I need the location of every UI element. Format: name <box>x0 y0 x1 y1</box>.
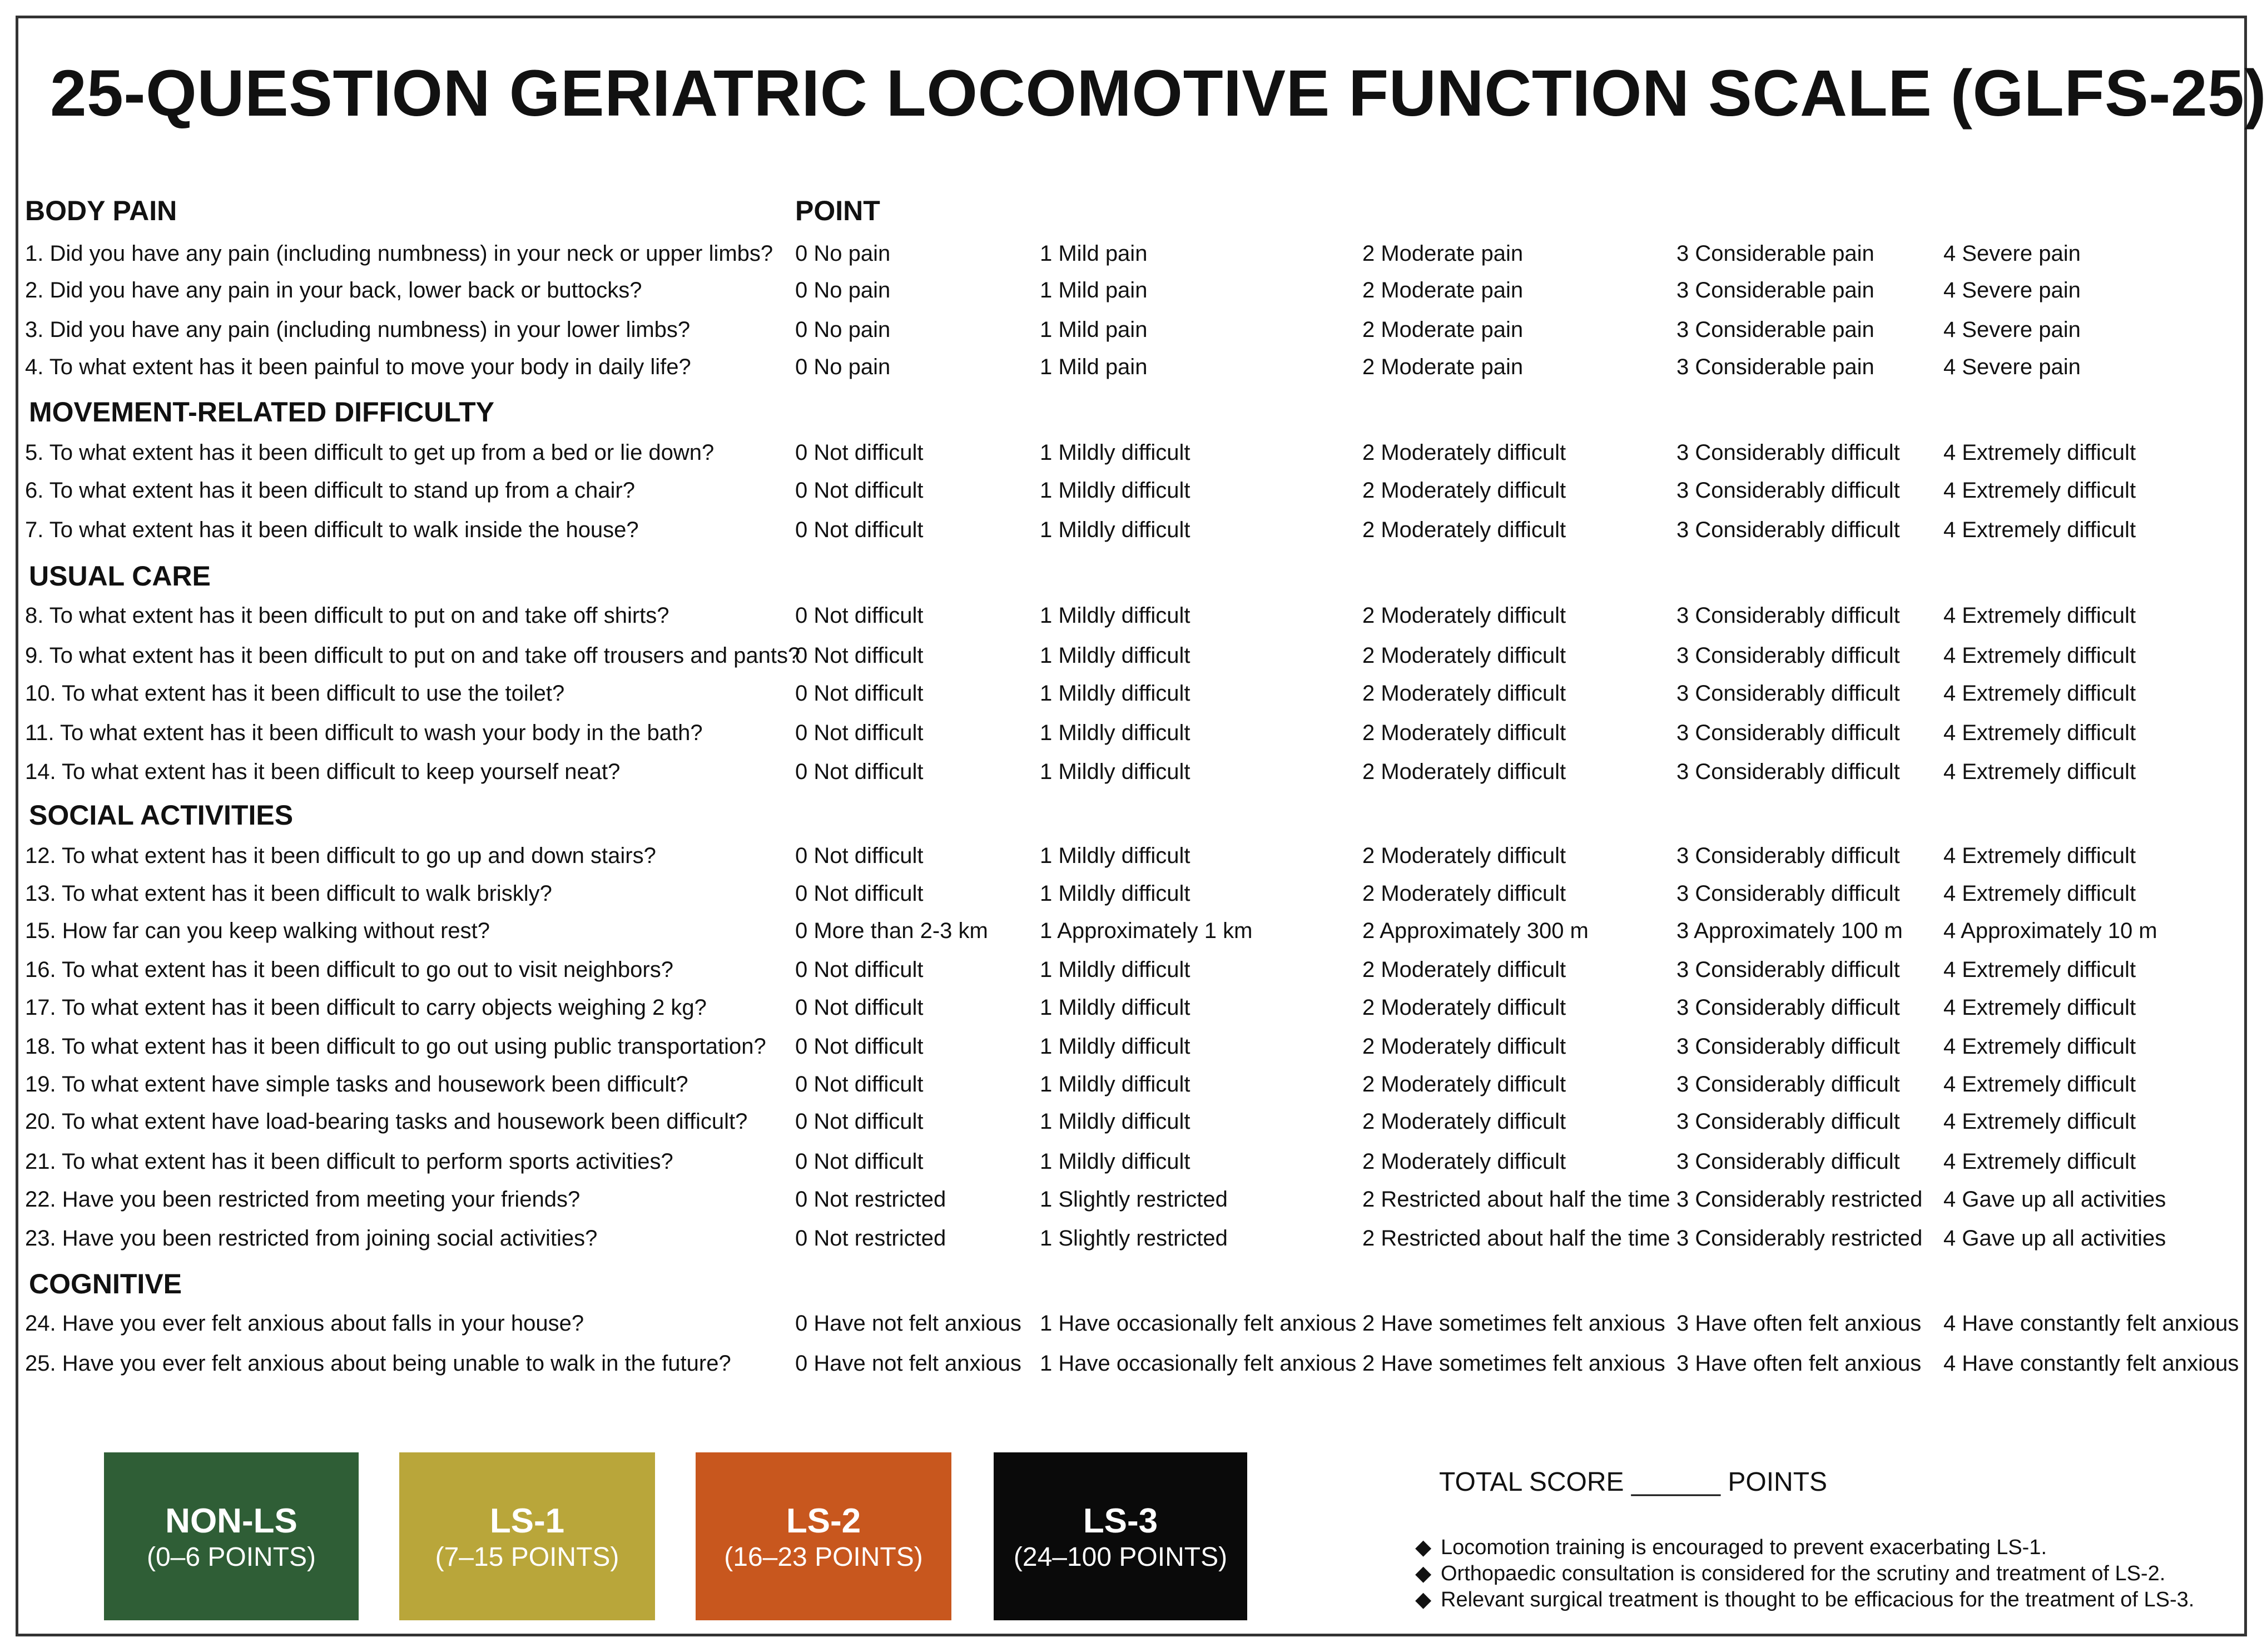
question-row <box>25 478 2244 517</box>
option-4-points: 4 Extremely difficult <box>1943 440 2136 465</box>
page-title: 25-QUESTION GERIATRIC LOCOMOTIVE FUNCTION SCALE (GLFS-25) <box>50 57 2266 130</box>
question-text: 16. To what extent has it been difficult to go out to visit neighbors? <box>25 958 673 982</box>
option-2-points: 2 Moderately difficult <box>1362 1072 1566 1097</box>
option-0-points: 0 More than 2-3 km <box>795 919 988 943</box>
option-0-points: 0 Not restricted <box>795 1187 946 1212</box>
question-row <box>25 919 2244 958</box>
option-0-points: 0 Not difficult <box>795 844 924 868</box>
option-2-points: 2 Moderately difficult <box>1362 1149 1566 1174</box>
option-2-points: 2 Moderately difficult <box>1362 603 1566 628</box>
question-row <box>25 1311 2244 1350</box>
category-title: LS-3 <box>1083 1502 1158 1540</box>
option-3-points: 3 Considerably difficult <box>1676 1034 1900 1059</box>
option-3-points: 3 Considerably difficult <box>1676 518 1900 542</box>
option-3-points: 3 Considerable pain <box>1676 317 1874 342</box>
question-text: 20. To what extent have load-bearing tasks and housework been difficult? <box>25 1109 748 1134</box>
question-row <box>25 721 2244 760</box>
option-0-points: 0 Not difficult <box>795 721 924 745</box>
note-item <box>1415 1587 2194 1612</box>
option-3-points: 3 Considerably difficult <box>1676 603 1900 628</box>
question-row <box>25 518 2244 557</box>
question-text: 7. To what extent has it been difficult to walk inside the house? <box>25 518 639 542</box>
option-1-points: 1 Mildly difficult <box>1040 1034 1190 1059</box>
option-1-points: 1 Mildly difficult <box>1040 1149 1190 1174</box>
section-body-pain: BODY PAIN <box>25 195 177 226</box>
option-4-points: 4 Severe pain <box>1943 355 2081 379</box>
option-3-points: 3 Considerable pain <box>1676 278 1874 302</box>
option-4-points: 4 Extremely difficult <box>1943 760 2136 784</box>
option-2-points: 2 Moderately difficult <box>1362 844 1566 868</box>
option-1-points: 1 Mildly difficult <box>1040 844 1190 868</box>
option-3-points: 3 Considerable pain <box>1676 355 1874 379</box>
option-3-points: 3 Considerably difficult <box>1676 1109 1900 1134</box>
option-0-points: 0 Not restricted <box>795 1226 946 1251</box>
option-4-points: 4 Extremely difficult <box>1943 1072 2136 1097</box>
option-2-points: 2 Moderately difficult <box>1362 1034 1566 1059</box>
option-1-points: 1 Mildly difficult <box>1040 440 1190 465</box>
option-1-points: 1 Mildly difficult <box>1040 603 1190 628</box>
option-0-points: 0 Not difficult <box>795 478 924 503</box>
option-2-points: 2 Have sometimes felt anxious <box>1362 1351 1665 1376</box>
question-row <box>25 440 2244 479</box>
diamond-bullet-icon: ◆ <box>1415 1536 1432 1559</box>
option-3-points: 3 Considerably difficult <box>1676 760 1900 784</box>
option-2-points: 2 Restricted about half the time <box>1362 1187 1670 1212</box>
option-2-points: 2 Moderately difficult <box>1362 881 1566 906</box>
option-3-points: 3 Considerably difficult <box>1676 721 1900 745</box>
question-row <box>25 317 2244 356</box>
option-0-points: 0 Not difficult <box>795 881 924 906</box>
option-0-points: 0 Have not felt anxious <box>795 1351 1021 1376</box>
option-4-points: 4 Extremely difficult <box>1943 478 2136 503</box>
point-header: POINT <box>795 195 880 226</box>
option-4-points: 4 Gave up all activities <box>1943 1187 2166 1212</box>
option-3-points: 3 Considerably restricted <box>1676 1187 1923 1212</box>
option-4-points: 4 Extremely difficult <box>1943 603 2136 628</box>
option-2-points: 2 Moderately difficult <box>1362 760 1566 784</box>
option-3-points: 3 Considerably restricted <box>1676 1226 1923 1251</box>
option-2-points: 2 Moderate pain <box>1362 241 1524 266</box>
category-range: (7–15 POINTS) <box>435 1542 619 1572</box>
question-row <box>25 681 2244 720</box>
option-3-points: 3 Considerably difficult <box>1676 881 1900 906</box>
category-range: (16–23 POINTS) <box>724 1542 923 1572</box>
option-1-points: 1 Slightly restricted <box>1040 1226 1228 1251</box>
category-ls-1 <box>399 1452 655 1620</box>
option-4-points: 4 Extremely difficult <box>1943 1034 2136 1059</box>
question-text: 23. Have you been restricted from joining social activities? <box>25 1226 598 1251</box>
option-4-points: 4 Have constantly felt anxious <box>1943 1351 2239 1376</box>
question-row <box>25 1187 2244 1226</box>
question-row <box>25 844 2244 882</box>
note-text: Locomotion training is encouraged to prevent exacerbating LS-1. <box>1441 1536 2047 1559</box>
option-1-points: 1 Mildly difficult <box>1040 681 1190 706</box>
option-3-points: 3 Approximately 100 m <box>1676 919 1903 943</box>
question-text: 11. To what extent has it been difficult to wash your body in the bath? <box>25 721 703 745</box>
question-text: 19. To what extent have simple tasks and housework been difficult? <box>25 1072 688 1097</box>
option-2-points: 2 Moderately difficult <box>1362 995 1566 1020</box>
option-3-points: 3 Considerably difficult <box>1676 995 1900 1020</box>
option-1-points: 1 Mildly difficult <box>1040 958 1190 982</box>
question-text: 10. To what extent has it been difficult to use the toilet? <box>25 681 565 706</box>
option-0-points: 0 Not difficult <box>795 681 924 706</box>
question-text: 22. Have you been restricted from meeting your friends? <box>25 1187 581 1212</box>
option-4-points: 4 Severe pain <box>1943 241 2081 266</box>
option-3-points: 3 Considerably difficult <box>1676 643 1900 668</box>
question-text: 18. To what extent has it been difficult to go out using public transportation? <box>25 1034 766 1059</box>
option-3-points: 3 Have often felt anxious <box>1676 1351 1922 1376</box>
option-2-points: 2 Moderately difficult <box>1362 518 1566 542</box>
question-text: 21. To what extent has it been difficult to perform sports activities? <box>25 1149 673 1174</box>
option-1-points: 1 Mild pain <box>1040 241 1148 266</box>
option-3-points: 3 Considerably difficult <box>1676 1149 1900 1174</box>
section-usual-care: USUAL CARE <box>29 560 211 592</box>
question-text: 14. To what extent has it been difficult to keep yourself neat? <box>25 760 621 784</box>
option-1-points: 1 Have occasionally felt anxious <box>1040 1311 1357 1336</box>
question-text: 8. To what extent has it been difficult to put on and take off shirts? <box>25 603 669 628</box>
category-title: LS-2 <box>786 1502 861 1540</box>
option-1-points: 1 Mildly difficult <box>1040 721 1190 745</box>
option-2-points: 2 Moderate pain <box>1362 278 1524 302</box>
question-row <box>25 1149 2244 1188</box>
question-row <box>25 278 2244 317</box>
option-3-points: 3 Considerably difficult <box>1676 844 1900 868</box>
option-4-points: 4 Extremely difficult <box>1943 643 2136 668</box>
option-1-points: 1 Mild pain <box>1040 355 1148 379</box>
option-3-points: 3 Considerably difficult <box>1676 958 1900 982</box>
option-1-points: 1 Approximately 1 km <box>1040 919 1253 943</box>
option-1-points: 1 Mildly difficult <box>1040 1109 1190 1134</box>
option-2-points: 2 Have sometimes felt anxious <box>1362 1311 1665 1336</box>
question-row <box>25 881 2244 920</box>
option-4-points: 4 Extremely difficult <box>1943 881 2136 906</box>
option-4-points: 4 Extremely difficult <box>1943 844 2136 868</box>
option-4-points: 4 Approximately 10 m <box>1943 919 2157 943</box>
option-4-points: 4 Extremely difficult <box>1943 995 2136 1020</box>
question-row <box>25 1072 2244 1111</box>
question-row <box>25 1226 2244 1265</box>
option-0-points: 0 Not difficult <box>795 643 924 668</box>
option-2-points: 2 Moderately difficult <box>1362 478 1566 503</box>
question-text: 24. Have you ever felt anxious about falls in your house? <box>25 1311 584 1336</box>
question-row <box>25 995 2244 1034</box>
option-2-points: 2 Moderately difficult <box>1362 643 1566 668</box>
option-0-points: 0 Not difficult <box>795 518 924 542</box>
category-ls-2 <box>696 1452 951 1620</box>
option-4-points: 4 Severe pain <box>1943 317 2081 342</box>
option-2-points: 2 Restricted about half the time <box>1362 1226 1670 1251</box>
option-0-points: 0 Not difficult <box>795 760 924 784</box>
section-cognitive: COGNITIVE <box>29 1268 182 1299</box>
option-0-points: 0 No pain <box>795 241 891 266</box>
question-row <box>25 1109 2244 1148</box>
section-social: SOCIAL ACTIVITIES <box>29 800 294 831</box>
option-2-points: 2 Moderately difficult <box>1362 681 1566 706</box>
option-4-points: 4 Extremely difficult <box>1943 958 2136 982</box>
question-text: 6. To what extent has it been difficult to stand up from a chair? <box>25 478 635 503</box>
note-item <box>1415 1535 2047 1560</box>
question-text: 5. To what extent has it been difficult to get up from a bed or lie down? <box>25 440 715 465</box>
option-0-points: 0 Not difficult <box>795 1034 924 1059</box>
option-4-points: 4 Extremely difficult <box>1943 1109 2136 1134</box>
option-0-points: 0 Have not felt anxious <box>795 1311 1021 1336</box>
section-movement: MOVEMENT-RELATED DIFFICULTY <box>29 396 494 428</box>
option-2-points: 2 Moderate pain <box>1362 355 1524 379</box>
option-1-points: 1 Mildly difficult <box>1040 478 1190 503</box>
category-title: NON-LS <box>165 1502 297 1540</box>
category-range: (0–6 POINTS) <box>146 1542 316 1572</box>
question-text: 13. To what extent has it been difficult to walk briskly? <box>25 881 552 906</box>
option-0-points: 0 Not difficult <box>795 1072 924 1097</box>
option-4-points: 4 Severe pain <box>1943 278 2081 302</box>
category-range: (24–100 POINTS) <box>1013 1542 1228 1572</box>
option-0-points: 0 Not difficult <box>795 440 924 465</box>
option-4-points: 4 Extremely difficult <box>1943 681 2136 706</box>
option-0-points: 0 Not difficult <box>795 1149 924 1174</box>
option-0-points: 0 No pain <box>795 355 891 379</box>
diamond-bullet-icon: ◆ <box>1415 1588 1432 1611</box>
question-text: 3. Did you have any pain (including numbness) in your lower limbs? <box>25 317 691 342</box>
option-2-points: 2 Moderately difficult <box>1362 721 1566 745</box>
option-4-points: 4 Have constantly felt anxious <box>1943 1311 2239 1336</box>
option-0-points: 0 Not difficult <box>795 603 924 628</box>
option-1-points: 1 Mildly difficult <box>1040 643 1190 668</box>
question-text: 1. Did you have any pain (including numbness) in your neck or upper limbs? <box>25 241 773 266</box>
question-row <box>25 1351 2244 1390</box>
option-0-points: 0 No pain <box>795 278 891 302</box>
option-3-points: 3 Considerable pain <box>1676 241 1874 266</box>
question-row <box>25 603 2244 642</box>
question-row <box>25 958 2244 996</box>
question-row <box>25 241 2244 280</box>
question-text: 15. How far can you keep walking without rest? <box>25 919 490 943</box>
option-4-points: 4 Extremely difficult <box>1943 518 2136 542</box>
category-ls-3 <box>994 1452 1247 1620</box>
option-0-points: 0 Not difficult <box>795 1109 924 1134</box>
option-3-points: 3 Considerably difficult <box>1676 478 1900 503</box>
option-3-points: 3 Considerably difficult <box>1676 681 1900 706</box>
option-1-points: 1 Mild pain <box>1040 278 1148 302</box>
question-row <box>25 643 2244 682</box>
note-item <box>1415 1561 2165 1586</box>
diamond-bullet-icon: ◆ <box>1415 1562 1432 1585</box>
option-1-points: 1 Mildly difficult <box>1040 881 1190 906</box>
option-1-points: 1 Have occasionally felt anxious <box>1040 1351 1357 1376</box>
note-text: Relevant surgical treatment is thought to be efficacious for the treatment of LS-3. <box>1441 1588 2195 1611</box>
option-1-points: 1 Mildly difficult <box>1040 760 1190 784</box>
note-text: Orthopaedic consultation is considered for the scrutiny and treatment of LS-2. <box>1441 1562 2166 1585</box>
option-4-points: 4 Gave up all activities <box>1943 1226 2166 1251</box>
option-2-points: 2 Moderately difficult <box>1362 958 1566 982</box>
option-2-points: 2 Moderately difficult <box>1362 1109 1566 1134</box>
option-0-points: 0 Not difficult <box>795 995 924 1020</box>
option-2-points: 2 Approximately 300 m <box>1362 919 1589 943</box>
option-1-points: 1 Mildly difficult <box>1040 1072 1190 1097</box>
question-row <box>25 760 2244 798</box>
option-3-points: 3 Have often felt anxious <box>1676 1311 1922 1336</box>
option-1-points: 1 Mild pain <box>1040 317 1148 342</box>
option-4-points: 4 Extremely difficult <box>1943 1149 2136 1174</box>
option-1-points: 1 Mildly difficult <box>1040 518 1190 542</box>
option-3-points: 3 Considerably difficult <box>1676 440 1900 465</box>
question-row <box>25 355 2244 394</box>
option-3-points: 3 Considerably difficult <box>1676 1072 1900 1097</box>
option-0-points: 0 No pain <box>795 317 891 342</box>
question-text: 25. Have you ever felt anxious about being unable to walk in the future? <box>25 1351 731 1376</box>
question-row <box>25 1034 2244 1073</box>
question-text: 4. To what extent has it been painful to move your body in daily life? <box>25 355 691 379</box>
question-text: 12. To what extent has it been difficult to go up and down stairs? <box>25 844 656 868</box>
total-score: TOTAL SCORE ______ POINTS <box>1439 1467 1828 1497</box>
option-2-points: 2 Moderate pain <box>1362 317 1524 342</box>
option-1-points: 1 Mildly difficult <box>1040 995 1190 1020</box>
question-text: 9. To what extent has it been difficult to put on and take off trousers and pants? <box>25 643 801 668</box>
option-0-points: 0 Not difficult <box>795 958 924 982</box>
category-title: LS-1 <box>489 1502 565 1540</box>
question-text: 17. To what extent has it been difficult to carry objects weighing 2 kg? <box>25 995 707 1020</box>
option-2-points: 2 Moderately difficult <box>1362 440 1566 465</box>
option-1-points: 1 Slightly restricted <box>1040 1187 1228 1212</box>
question-text: 2. Did you have any pain in your back, lower back or buttocks? <box>25 278 642 302</box>
option-4-points: 4 Extremely difficult <box>1943 721 2136 745</box>
category-non-ls <box>104 1452 359 1620</box>
